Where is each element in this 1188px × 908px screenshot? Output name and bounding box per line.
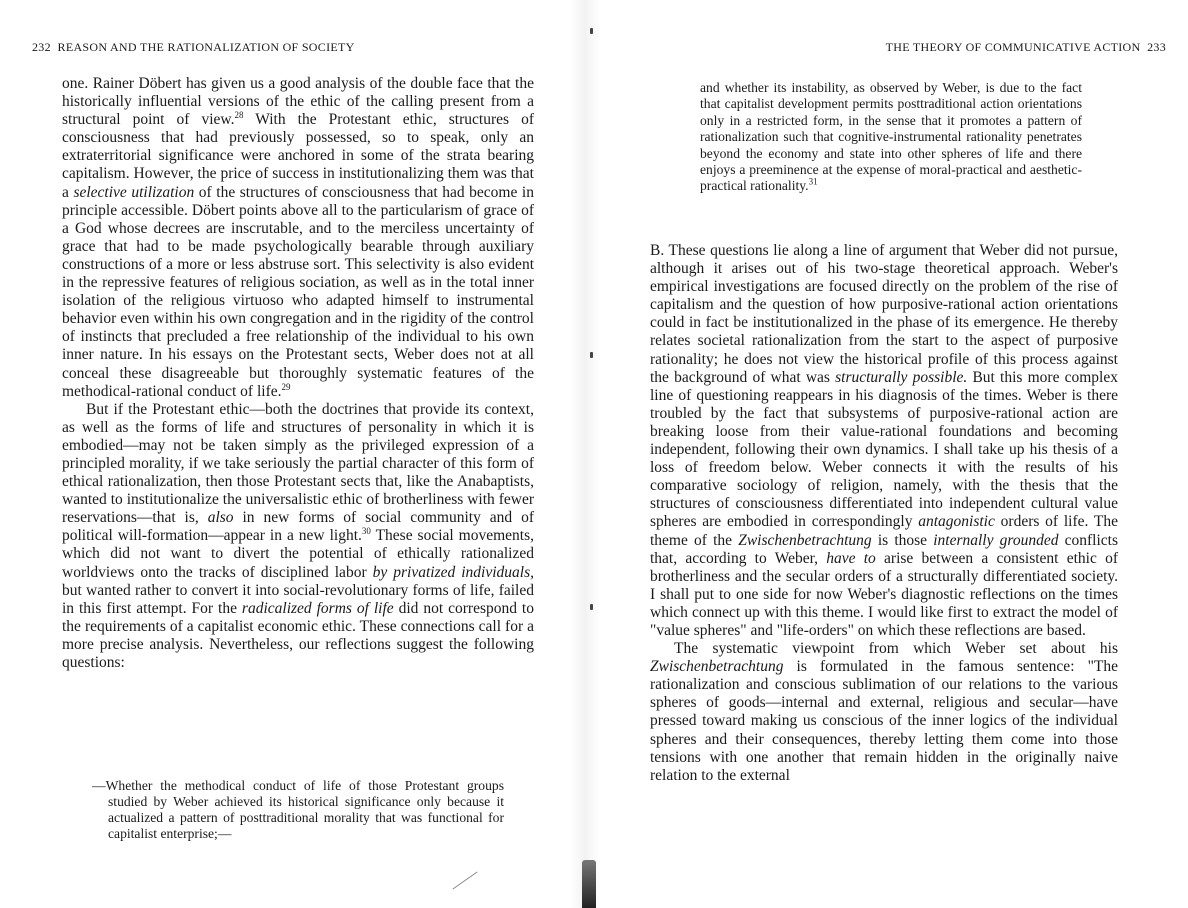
left-question-list (92, 778, 504, 842)
book-gutter (570, 0, 600, 908)
left-paragraph-1: one. Rainer Döbert has given us a good analysis of the double face that the historically influential versions of the ethic of the calling present from a structural point of view.$^{28}$ With the Protestant ethic, structures of consciousness that had previously possessed, so to speak, only an extraterritorial significance were anchored in some of the strata bearing capitalism. However, the price of success in institutionalizing them was that a selective utilization of the structures of consciousness that had become in principle accessible. Döbert points above all to the particularism of grace of a God whose decrees are inscrutable, and to the merciless uncertainty of grace that had to be made psychologically bearable through auxiliary constructions of a more or less abstruse sort. This selectivity is also evident in the repressive features of religious sociation, as well as in the total inner isolation of the religious virtuoso who adapted himself to instrumental behavior even within his own congregation and in the rigidity of the control of instincts that precluded a free relationship of the individual to his own inner nature. In his essays on the Protestant sects, Weber does not at all conceal these disagreeable but thoroughly systematic features of the methodical-rational conduct of life.$^{29}$ (62, 75, 534, 400)
left-main-text (62, 75, 534, 672)
running-head-right (886, 40, 1166, 55)
pen-mark (452, 871, 477, 889)
footnote-ref-28: 28 (234, 110, 244, 121)
right-page (600, 0, 1188, 908)
page-number-right: 233 (1147, 40, 1166, 54)
footnote-ref-30: 30 (361, 526, 371, 537)
running-head-title-left: REASON AND THE RATIONALIZATION OF SOCIETY (57, 40, 355, 54)
gutter-speck (590, 604, 593, 610)
footnote-ref-29: 29 (281, 381, 291, 392)
right-indented-question (700, 80, 1082, 195)
page-number-left: 232 (32, 40, 51, 54)
list-item-question-1: —Whether the methodical conduct of life of those Protestant groups studied by Weber achieved its historical significance only because it actualized a pattern of posttraditional morality that was functional for capitalist enterprise;— (92, 778, 504, 841)
right-paragraph-2: The systematic viewpoint from which Weber set about his Zwischenbetrachtung is formulated in the famous sentence: "The rationalization and conscious sublimation of our relations to the various spheres of goods—internal and external, religious and secular—have pressed toward making us conscious of the inner logics of the individual spheres and their consequences, thereby letting them come into those tensions with one another that remain hidden in the originally naive relation to the external (650, 640, 1118, 784)
left-paragraph-2: But if the Protestant ethic—both the doctrines that provide its context, as well as the forms of life and structures of personality in which it is embodied—may not be taken simply as the privileged expression of a principled morality, if we take seriously the partial character of this form of ethical rationalization, then those Protestant sects that, like the Anabaptists, wanted to institutionalize the universalistic ethic of brotherliness with fewer reservations—that is, also in new forms of social community and of political will-formation—appear in a new light.$^{30}$ These social movements, which did not want to divert the potential of ethically rationalized worldviews onto the tracks of disciplined labor by privatized individuals, but wanted rather to convert it into social-revolutionary forms of life, failed in this first attempt. For the radicalized forms of life did not correspond to the requirements of a capitalist economic ethic. These connections call for a more precise analysis. Nevertheless, our reflections suggest the following questions: (62, 400, 535, 671)
gutter-speck (590, 28, 593, 34)
running-head-left (32, 40, 355, 55)
right-main-text (650, 242, 1118, 785)
list-item-question-1-continued: and whether its instability, as observed by Weber, is due to the fact that capitalist development permits posttraditional action orientations only in a restricted form, in the sense that it promotes a pattern of rationalization such that cognitive-instrumental rationality penetrates beyond the economy and state into other spheres of life and there enjoys a preeminence at the expense of moral-practical and aesthetic-practical rationality.$^{31}$ (700, 80, 1082, 194)
right-paragraph-1: B. These questions lie along a line of argument that Weber did not pursue, although it arises out of his two-stage theoretical approach. Weber's empirical investigations are focused directly on the problem of the rise of capitalism and the question of how purposive-rational action orientations could in fact be institutionalized in the phase of its emergence. He thereby relates societal rationalization from the start to the aspect of purposive rationality; he does not view the historical profile of this process against the background of what was structurally possible. But this more complex line of questioning reappears in his diagnosis of the times. Weber is there troubled by the fact that subsystems of purposive-rational action are breaking loose from their value-rational foundations and becoming independent, following their own dynamics. I shall take up his thesis of a loss of freedom below. Weber connects it with the results of his comparative sociology of religion, namely, with the thesis that the structures of consciousness differentiated into independent cultural value spheres are embodied in correspondingly antagonistic orders of life. The theme of the Zwischenbetrachtung is those internally grounded conflicts that, according to Weber, have to arise between a consistent ethic of brotherliness and the secular orders of a structurally differentiated society. I shall put to one side for now Weber's diagnostic reflections on the times which connect up with this theme. I would like first to extract the model of "value spheres" and "life-orders" on which these reflections are based. (650, 242, 1119, 639)
gutter-shadow (582, 860, 596, 908)
footnote-ref-31: 31 (808, 176, 818, 187)
left-page (0, 0, 570, 908)
gutter-speck (590, 352, 593, 358)
running-head-title-right: THE THEORY OF COMMUNICATIVE ACTION (885, 40, 1141, 54)
